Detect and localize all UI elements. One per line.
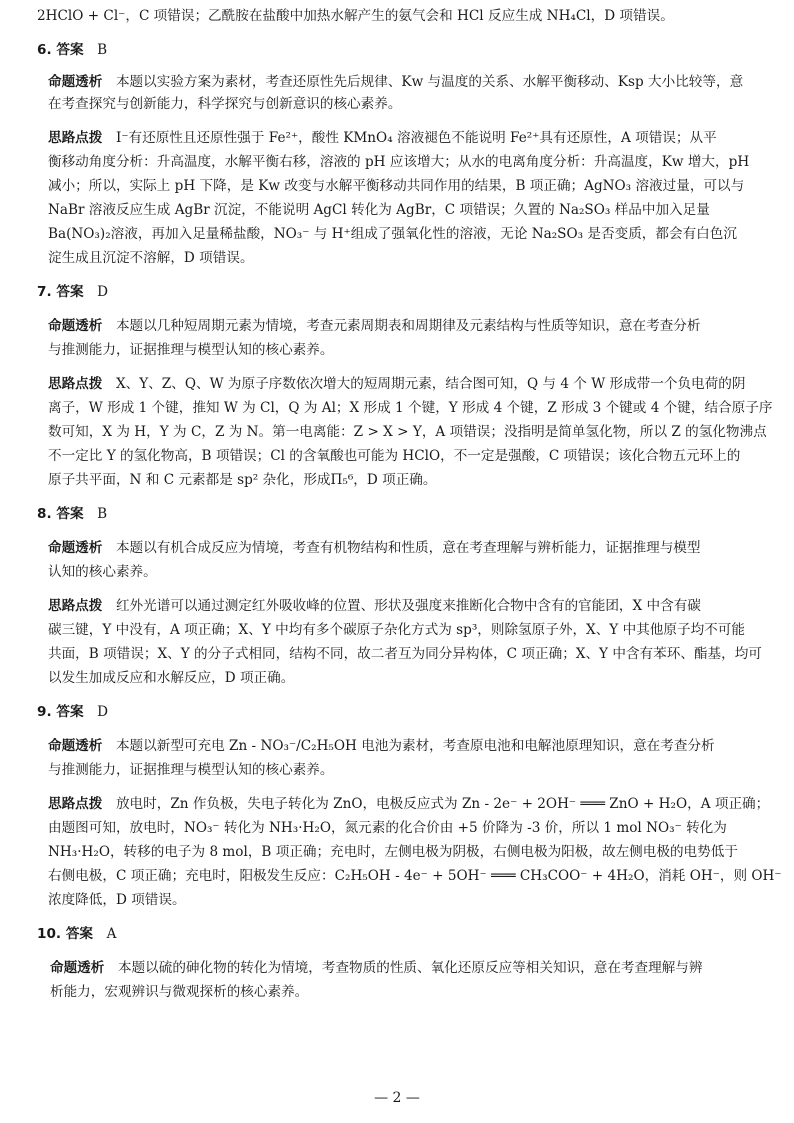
line-text: 本题以有机合成反应为情境，考查有机物结构和性质，意在考查理解与辨析能力，证据推理与模型 bbox=[102, 540, 701, 556]
line-text: 衡移动角度分析：升高温度，水解平衡右移，溶液的 pH 应该增大；从水的电离角度分析：升高温度，Kw 增大，pH bbox=[48, 154, 750, 170]
line-text: 析能力，宏观辨识与微观探析的核心素养。 bbox=[50, 984, 309, 1000]
line-text: D bbox=[83, 704, 109, 720]
text-line bbox=[37, 40, 107, 60]
section-label: 6. 答案 bbox=[37, 42, 84, 58]
text-line bbox=[48, 842, 738, 862]
section-label: 10. 答案 bbox=[37, 926, 94, 942]
line-text: 本题以实验方案为素材，考查还原性先后规律、Kw 与温度的关系、水解平衡移动、Ksp 大小比较等，意 bbox=[102, 74, 744, 90]
line-text: 以发生加成反应和水解反应，D 项正确。 bbox=[48, 670, 295, 686]
text-line bbox=[37, 6, 674, 26]
text-line bbox=[48, 72, 743, 92]
section-label: 命题透析 bbox=[48, 318, 103, 334]
text-line bbox=[48, 644, 762, 664]
text-line bbox=[48, 316, 701, 336]
text-line bbox=[48, 760, 333, 780]
text-line bbox=[37, 924, 116, 944]
section-label: 8. 答案 bbox=[37, 506, 84, 522]
line-text: 原子共平面，N 和 C 元素都是 sp² 杂化，形成Π₅⁶，D 项正确。 bbox=[48, 472, 437, 488]
section-label: 思路点拨 bbox=[48, 796, 103, 812]
section-label: 9. 答案 bbox=[37, 704, 84, 720]
line-text: 数可知，X 为 H，Y 为 C，Z 为 N。第一电离能：Z > X > Y，A 项错误；没指明是简单氢化物，所以 Z 的氢化物沸点 bbox=[48, 424, 767, 440]
text-line bbox=[48, 794, 769, 814]
line-text: NaBr 溶液反应生成 AgBr 沉淀，不能说明 AgCl 转化为 AgBr，C 项错误；久置的 Na₂SO₃ 样品中加入足量 bbox=[48, 202, 710, 218]
text-line bbox=[48, 620, 745, 640]
line-text: 共面，B 项错误；X、Y 的分子式相同，结构不同，故二者互为同分异构体，C 项正确；X、Y 中含有苯环、酯基，均可 bbox=[48, 646, 762, 662]
text-line bbox=[48, 890, 186, 910]
line-text: NH₃·H₂O，转移的电子为 8 mol，B 项正确；充电时，左侧电极为阴极，右侧电极为阳极，故左侧电极的电势低于 bbox=[48, 844, 738, 860]
section-label: 7. 答案 bbox=[37, 284, 84, 300]
section-label: 命题透析 bbox=[48, 74, 103, 90]
line-text: 与推测能力，证据推理与模型认知的核心素养。 bbox=[48, 762, 334, 778]
text-line bbox=[48, 446, 740, 466]
text-line bbox=[48, 866, 782, 886]
section-label: 命题透析 bbox=[48, 738, 103, 754]
text-line bbox=[48, 422, 767, 442]
section-label: 思路点拨 bbox=[48, 376, 103, 392]
line-text: 本题以几种短周期元素为情境，考查元素周期表和周期律及元素结构与性质等知识，意在考查分析 bbox=[102, 318, 701, 334]
text-line bbox=[48, 94, 401, 114]
text-line bbox=[37, 702, 108, 722]
line-text: 本题以硫的砷化物的转化为情境，考查物质的性质、氧化还原反应等相关知识，意在考查理解与辨 bbox=[104, 960, 703, 976]
line-text: 浓度降低，D 项错误。 bbox=[48, 892, 186, 908]
text-line bbox=[48, 340, 333, 360]
text-line bbox=[48, 176, 744, 196]
text-line bbox=[48, 224, 737, 244]
text-line bbox=[48, 470, 436, 490]
line-text: 认知的核心素养。 bbox=[48, 564, 157, 580]
line-text: 碳三键，Y 中没有，A 项正确；X、Y 中均有多个碳原子杂化方式为 sp³，则除氢原子外，X、Y 中其他原子均不可能 bbox=[48, 622, 745, 638]
text-line bbox=[50, 958, 703, 978]
text-line bbox=[48, 374, 745, 394]
line-text: I⁻有还原性且还原性强于 Fe²⁺，酸性 KMnO₄ 溶液褪色不能说明 Fe²⁺具有还原性，A 项错误；从平 bbox=[102, 130, 717, 146]
line-text: 放电时，Zn 作负极，失电子转化为 ZnO，电极反应式为 Zn - 2e⁻ + 2OH⁻ ═══ ZnO + H₂O，A 项正确； bbox=[102, 796, 770, 812]
text-line bbox=[48, 152, 749, 172]
line-text: 与推测能力，证据推理与模型认知的核心素养。 bbox=[48, 342, 334, 358]
section-label: 命题透析 bbox=[48, 540, 103, 556]
line-text: 由题图可知，放电时，NO₃⁻ 转化为 NH₃·H₂O，氮元素的化合价由 +5 价降为 -3 价，所以 1 mol NO₃⁻ 转化为 bbox=[48, 820, 727, 836]
text-line bbox=[37, 504, 107, 524]
text-line bbox=[50, 982, 308, 1002]
text-line bbox=[48, 200, 710, 220]
text-line bbox=[48, 596, 701, 616]
page-number: — 2 — bbox=[374, 1090, 420, 1106]
line-text: 本题以新型可充电 Zn - NO₃⁻/C₂H₅OH 电池为素材，考查原电池和电解池原理知识，意在考查分析 bbox=[102, 738, 715, 754]
text-line bbox=[48, 538, 701, 558]
line-text: A bbox=[93, 926, 117, 942]
line-text: X、Y、Z、Q、W 为原子序数依次增大的短周期元素，结合图可知，Q 与 4 个 W 形成带一个负电荷的阴 bbox=[102, 376, 746, 392]
line-text: 在考查探究与创新能力，科学探究与创新意识的核心素养。 bbox=[48, 96, 402, 112]
section-label: 思路点拨 bbox=[48, 130, 103, 146]
line-text: 减小；所以，实际上 pH 下降，是 Kw 改变与水解平衡移动共同作用的结果，B 项正确；AgNO₃ 溶液过量，可以与 bbox=[48, 178, 745, 194]
text-line bbox=[48, 398, 772, 418]
text-line bbox=[48, 562, 157, 582]
line-text: B bbox=[83, 506, 108, 522]
line-text: 右侧电极，C 项正确；充电时，阳极发生反应：C₂H₅OH - 4e⁻ + 5OH⁻ ═══ CH₃COO⁻ + 4H₂O，消耗 OH⁻，则 OH⁻ bbox=[48, 868, 782, 884]
line-text: 淀生成且沉淀不溶解，D 项错误。 bbox=[48, 250, 254, 266]
section-label: 思路点拨 bbox=[48, 598, 103, 614]
line-text: D bbox=[83, 284, 109, 300]
line-text: 2HClO + Cl⁻，C 项错误；乙酰胺在盐酸中加热水解产生的氨气会和 HCl 反应生成 NH₄Cl，D 项错误。 bbox=[37, 8, 674, 24]
line-text: 不一定比 Y 的氢化物高，B 项错误；Cl 的含氧酸也可能为 HClO，不一定是强酸，C 项错误；该化合物五元环上的 bbox=[48, 448, 741, 464]
text-line bbox=[48, 818, 727, 838]
line-text: 红外光谱可以通过测定红外吸收峰的位置、形状及强度来推断化合物中含有的官能团，X 中含有碳 bbox=[102, 598, 701, 614]
text-line bbox=[48, 736, 715, 756]
line-text: B bbox=[83, 42, 108, 58]
line-text: 离子，W 形成 1 个键，推知 W 为 Cl，Q 为 Al；X 形成 1 个键，Y 形成 4 个键，Z 形成 3 个键或 4 个键，结合原子序 bbox=[48, 400, 773, 416]
section-label: 命题透析 bbox=[50, 960, 105, 976]
text-line bbox=[48, 668, 294, 688]
line-text: Ba(NO₃)₂溶液，再加入足量稀盐酸，NO₃⁻ 与 H⁺组成了强氧化性的溶液，无论 Na₂SO₃ 是否变质，都会有白色沉 bbox=[48, 226, 737, 242]
text-line bbox=[48, 128, 717, 148]
text-line bbox=[48, 248, 254, 268]
text-line bbox=[37, 282, 108, 302]
